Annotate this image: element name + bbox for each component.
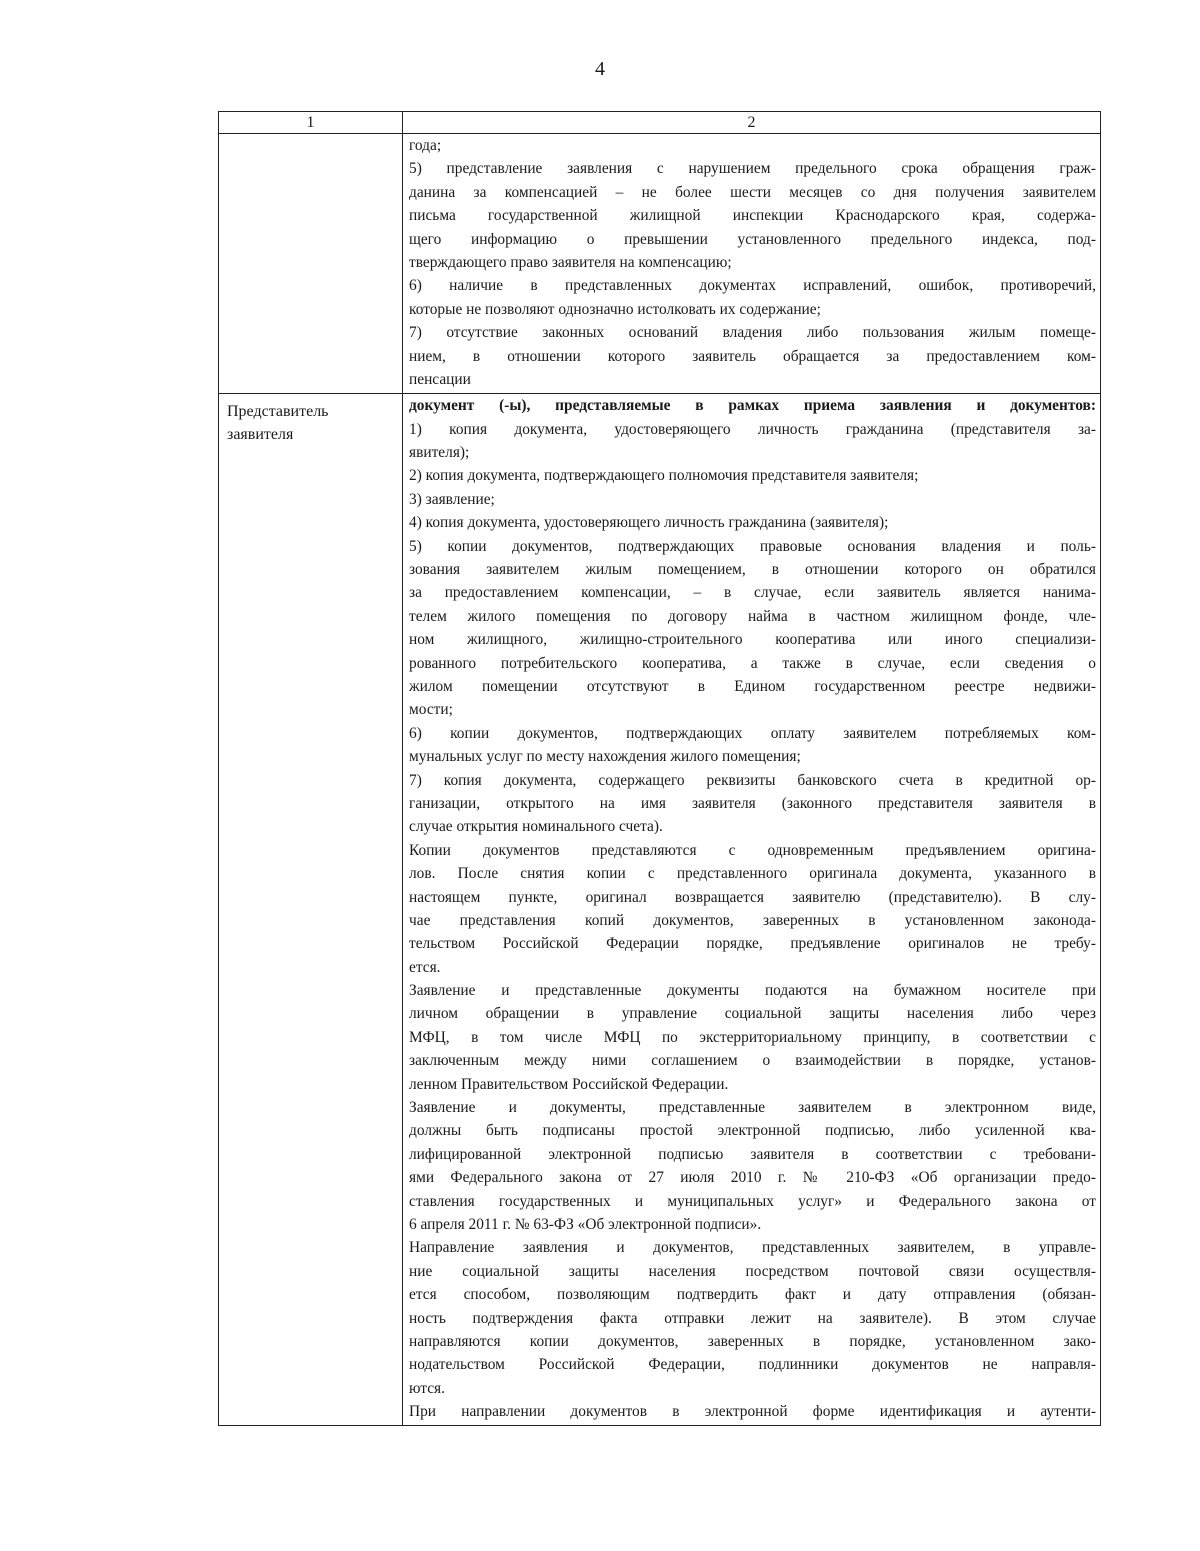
text-line: ями Федерального закона от 27 июля 2010 г. № 210-ФЗ «Об организации предо-: [409, 1169, 1096, 1187]
text-line: тверждающего право заявителя на компенсацию;: [409, 253, 732, 271]
text-line: которые не позволяют однозначно истолковать их содержание;: [409, 300, 821, 318]
text-line: рованного потребительского кооператива, а также в случае, если сведения о: [409, 654, 1096, 672]
row-label-empty: [219, 134, 403, 394]
text-line: года;: [409, 137, 442, 154]
text-line: 2) копия документа, подтверждающего полномочия представителя заявителя;: [409, 467, 919, 485]
text-line: 7) копия документа, содержащего реквизиты банковского счета в кредитной ор-: [409, 771, 1096, 789]
text-line: зования заявителем жилым помещением, в отношении которого он обратился: [409, 561, 1096, 579]
text-line: При направлении документов в электронной форме идентификация и аутенти-: [409, 1403, 1096, 1421]
document-table: [218, 111, 1101, 1426]
text-line: ставления государственных и муниципальных услуг» и Федерального закона от: [409, 1192, 1096, 1210]
column-header-1: 1: [219, 112, 403, 134]
text-line: личном обращении в управление социальной защиты населения либо через: [409, 1005, 1096, 1023]
row-content: [403, 134, 1101, 394]
text-line: щего информацию о превышении установленного предельного индекса, под-: [409, 230, 1096, 248]
text-line: направляются копии документов, заверенных в порядке, установленном зако-: [409, 1332, 1096, 1350]
text-line: ганизации, открытого на имя заявителя (законного представителя заявителя в: [409, 794, 1096, 812]
table-row-representative: [219, 394, 1101, 1426]
table-header-row: [219, 112, 1101, 134]
text-line: лов. После снятия копии с представленного оригинала документа, указанного в: [409, 865, 1096, 883]
text-line: лифицированной электронной подписью заявителя в соответствии с требовани-: [409, 1145, 1096, 1163]
text-line: мости;: [409, 701, 453, 719]
text-line: Копии документов представляются с одновременным предъявлением оригина-: [409, 841, 1096, 859]
text-line: мунальных услуг по месту нахождения жилого помещения;: [409, 748, 801, 766]
text-line: 1) копия документа, удостоверяющего личность гражданина (представителя за-: [409, 420, 1096, 438]
text-line: Заявление и документы, представленные заявителем в электронном виде,: [409, 1099, 1096, 1117]
text-line: за предоставлением компенсации, – в случае, если заявитель является нанима-: [409, 584, 1096, 602]
column-header-2: 2: [403, 112, 1101, 134]
page-number: 4: [595, 58, 605, 80]
row-label-line: Представитель: [227, 403, 329, 421]
text-line: ленном Правительством Российской Федерации.: [409, 1075, 729, 1093]
text-line: телем жилого помещения по договору найма в частном жилищном фонде, чле-: [409, 607, 1096, 625]
text-line: должны быть подписаны простой электронной подписью, либо усиленной ква-: [409, 1122, 1096, 1140]
text-line: жилом помещении отсутствуют в Едином государственном реестре недвижи-: [409, 677, 1096, 695]
text-line: 4) копия документа, удостоверяющего личность гражданина (заявителя);: [409, 514, 889, 532]
text-line: заключенным между ними соглашением о взаимодействии в порядке, установ-: [409, 1052, 1096, 1070]
text-line: Направление заявления и документов, представленных заявителем, в управле-: [409, 1239, 1096, 1257]
row-label-line: заявителя: [227, 426, 294, 444]
text-line: Заявление и представленные документы подаются на бумажном носителе при: [409, 982, 1096, 1000]
text-line: явителя);: [409, 444, 470, 462]
text-line: ются.: [409, 1379, 445, 1397]
text-line: случае открытия номинального счета).: [409, 818, 663, 836]
text-line: данина за компенсацией – не более шести месяцев со дня получения заявителем: [409, 183, 1096, 201]
text-line: тельством Российской Федерации порядке, предъявление оригиналов не требу-: [409, 935, 1096, 953]
text-line: ном жилищного, жилищно-строительного кооператива или иного специализи-: [409, 631, 1096, 649]
text-line: 5) представление заявления с нарушением предельного срока обращения граж-: [409, 160, 1096, 178]
row-content: [403, 394, 1101, 1426]
text-line: ность подтверждения факта отправки лежит на заявителе). В этом случае: [409, 1309, 1096, 1327]
text-line: пенсации: [409, 370, 471, 388]
text-line: настоящем пункте, оригинал возвращается заявителю (представителю). В слу-: [409, 888, 1096, 906]
text-line: ется способом, позволяющим подтвердить факт и дату отправления (обязан-: [409, 1286, 1096, 1304]
text-line: 7) отсутствие законных оснований владения либо пользования жилым помеще-: [409, 324, 1096, 342]
text-line: МФЦ, в том числе МФЦ по экстерриториальному принципу, в соответствии с: [409, 1028, 1096, 1046]
text-line: нием, в отношении которого заявитель обращается за предоставлением ком-: [409, 347, 1096, 365]
text-line: 6) наличие в представленных документах исправлений, ошибок, противоречий,: [409, 277, 1096, 295]
text-line: 6) копии документов, подтверждающих оплату заявителем потребляемых ком-: [409, 724, 1096, 742]
text-line: ние социальной защиты населения посредством почтовой связи осуществля-: [409, 1262, 1096, 1280]
text-line: чае представления копий документов, заверенных в установленном законода-: [409, 911, 1096, 929]
row-label: [219, 394, 403, 1426]
text-line: нодательством Российской Федерации, подлинники документов не направля-: [409, 1356, 1096, 1374]
text-line: ется.: [409, 958, 441, 976]
text-line: 6 апреля 2011 г. № 63-ФЗ «Об электронной подписи».: [409, 1215, 762, 1233]
section-heading: документ (-ы), представляемые в рамках приема заявления и документов:: [409, 397, 1096, 415]
table-row-continuation: [219, 134, 1101, 394]
text-line: 5) копии документов, подтверждающих правовые основания владения и поль-: [409, 537, 1096, 555]
text-line: письма государственной жилищной инспекции Краснодарского края, содержа-: [409, 207, 1096, 225]
text-line: 3) заявление;: [409, 490, 495, 508]
